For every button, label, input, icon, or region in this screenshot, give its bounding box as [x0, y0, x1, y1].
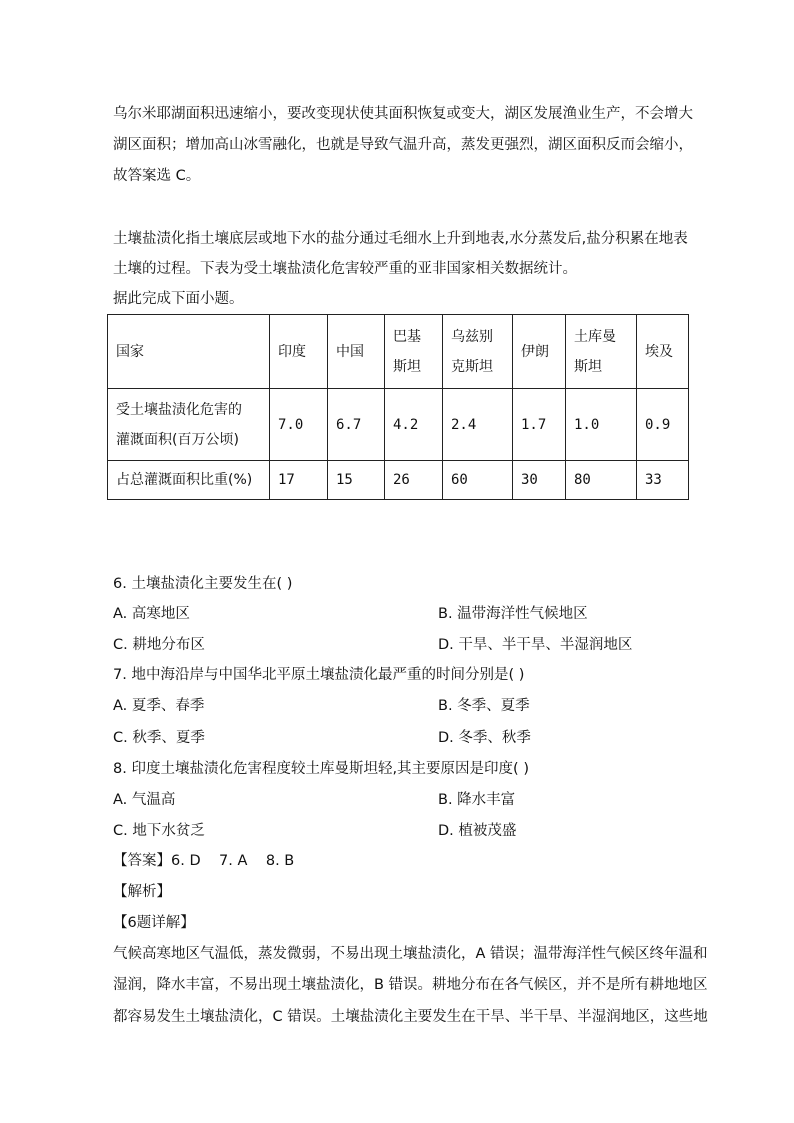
- table-cell: 26: [385, 461, 443, 500]
- answer-line: 【答案】6. D 7. A 8. B: [113, 853, 295, 869]
- table-cell: 巴基 斯坦: [385, 315, 443, 389]
- material-line-1: 土壤盐渍化指土壤底层或地下水的盐分通过毛细水上升到地表,水分蒸发后,盐分积累在地表: [113, 231, 688, 247]
- question-6-option-a: A. 高寒地区: [113, 606, 190, 622]
- intro-line-1: 乌尔米耶湖面积迅速缩小，要改变现状使其面积恢复或变大，湖区发展渔业生产，不会增大: [113, 106, 693, 122]
- table-cell: 80: [566, 461, 637, 500]
- question-6-option-d: D. 干旱、半干旱、半湿润地区: [438, 637, 633, 653]
- table-cell: 伊朗: [513, 315, 566, 389]
- table-cell: 中国: [328, 315, 385, 389]
- table-cell: 受土壤盐渍化危害的 灌溉面积(百万公顷): [108, 389, 270, 461]
- question-8-option-c: C. 地下水贫乏: [113, 823, 205, 839]
- table-cell: 1.7: [513, 389, 566, 461]
- table-cell: 埃及: [637, 315, 689, 389]
- material-line-2: 土壤的过程。下表为受土壤盐渍化危害较严重的亚非国家相关数据统计。: [113, 261, 577, 277]
- question-6-option-c: C. 耕地分布区: [113, 637, 205, 653]
- table-cell: 土库曼 斯坦: [566, 315, 637, 389]
- intro-line-3: 故答案选 C。: [113, 168, 201, 184]
- question-8-option-b: B. 降水丰富: [438, 792, 516, 808]
- analysis-label: 【解析】: [113, 884, 171, 900]
- question-6-option-b: B. 温带海洋性气候地区: [438, 606, 588, 622]
- table-header-row: [108, 315, 689, 389]
- question-7-option-a: A. 夏季、春季: [113, 698, 205, 714]
- table-cell: 7.0: [270, 389, 328, 461]
- question-7-option-b: B. 冬季、夏季: [438, 698, 530, 714]
- salinization-table: [107, 314, 689, 500]
- question-8-stem: 8. 印度土壤盐渍化危害程度较土库曼斯坦轻,其主要原因是印度( ): [113, 761, 529, 777]
- table-cell: 1.0: [566, 389, 637, 461]
- table-cell: 国家: [108, 315, 270, 389]
- detail-label: 【6题详解】: [113, 915, 195, 931]
- table-row: [108, 389, 689, 461]
- question-7-option-c: C. 秋季、夏季: [113, 730, 205, 746]
- table-cell: 乌兹别 克斯坦: [443, 315, 513, 389]
- question-6-stem: 6. 土壤盐渍化主要发生在( ): [113, 576, 293, 592]
- table-cell: 33: [637, 461, 689, 500]
- table-cell: 印度: [270, 315, 328, 389]
- table-cell: 占总灌溉面积比重(%): [108, 461, 270, 500]
- table-cell: 60: [443, 461, 513, 500]
- table-cell: 30: [513, 461, 566, 500]
- table-cell: 0.9: [637, 389, 689, 461]
- question-8-option-a: A. 气温高: [113, 792, 176, 808]
- material-line-3: 据此完成下面小题。: [113, 291, 244, 307]
- table-cell: 15: [328, 461, 385, 500]
- question-7-stem: 7. 地中海沿岸与中国华北平原土壤盐渍化最严重的时间分别是( ): [113, 667, 525, 683]
- table-cell: 6.7: [328, 389, 385, 461]
- detail-line-3: 都容易发生土壤盐渍化，C 错误。土壤盐渍化主要发生在干旱、半干旱、半湿润地区，这些地: [113, 1009, 708, 1025]
- detail-line-2: 湿润，降水丰富，不易出现土壤盐渍化，B 错误。耕地分布在各气候区，并不是所有耕地地区: [113, 977, 708, 993]
- intro-line-2: 湖区面积；增加高山冰雪融化，也就是导致气温升高，蒸发更强烈，湖区面积反而会缩小，: [113, 137, 693, 153]
- question-8-option-d: D. 植被茂盛: [438, 823, 517, 839]
- table-cell: 17: [270, 461, 328, 500]
- table-cell: 4.2: [385, 389, 443, 461]
- table-cell: 2.4: [443, 389, 513, 461]
- table-row: [108, 461, 689, 500]
- question-7-option-d: D. 冬季、秋季: [438, 730, 531, 746]
- detail-line-1: 气候高寒地区气温低，蒸发微弱，不易出现土壤盐渍化，A 错误；温带海洋性气候区终年温和: [113, 946, 708, 962]
